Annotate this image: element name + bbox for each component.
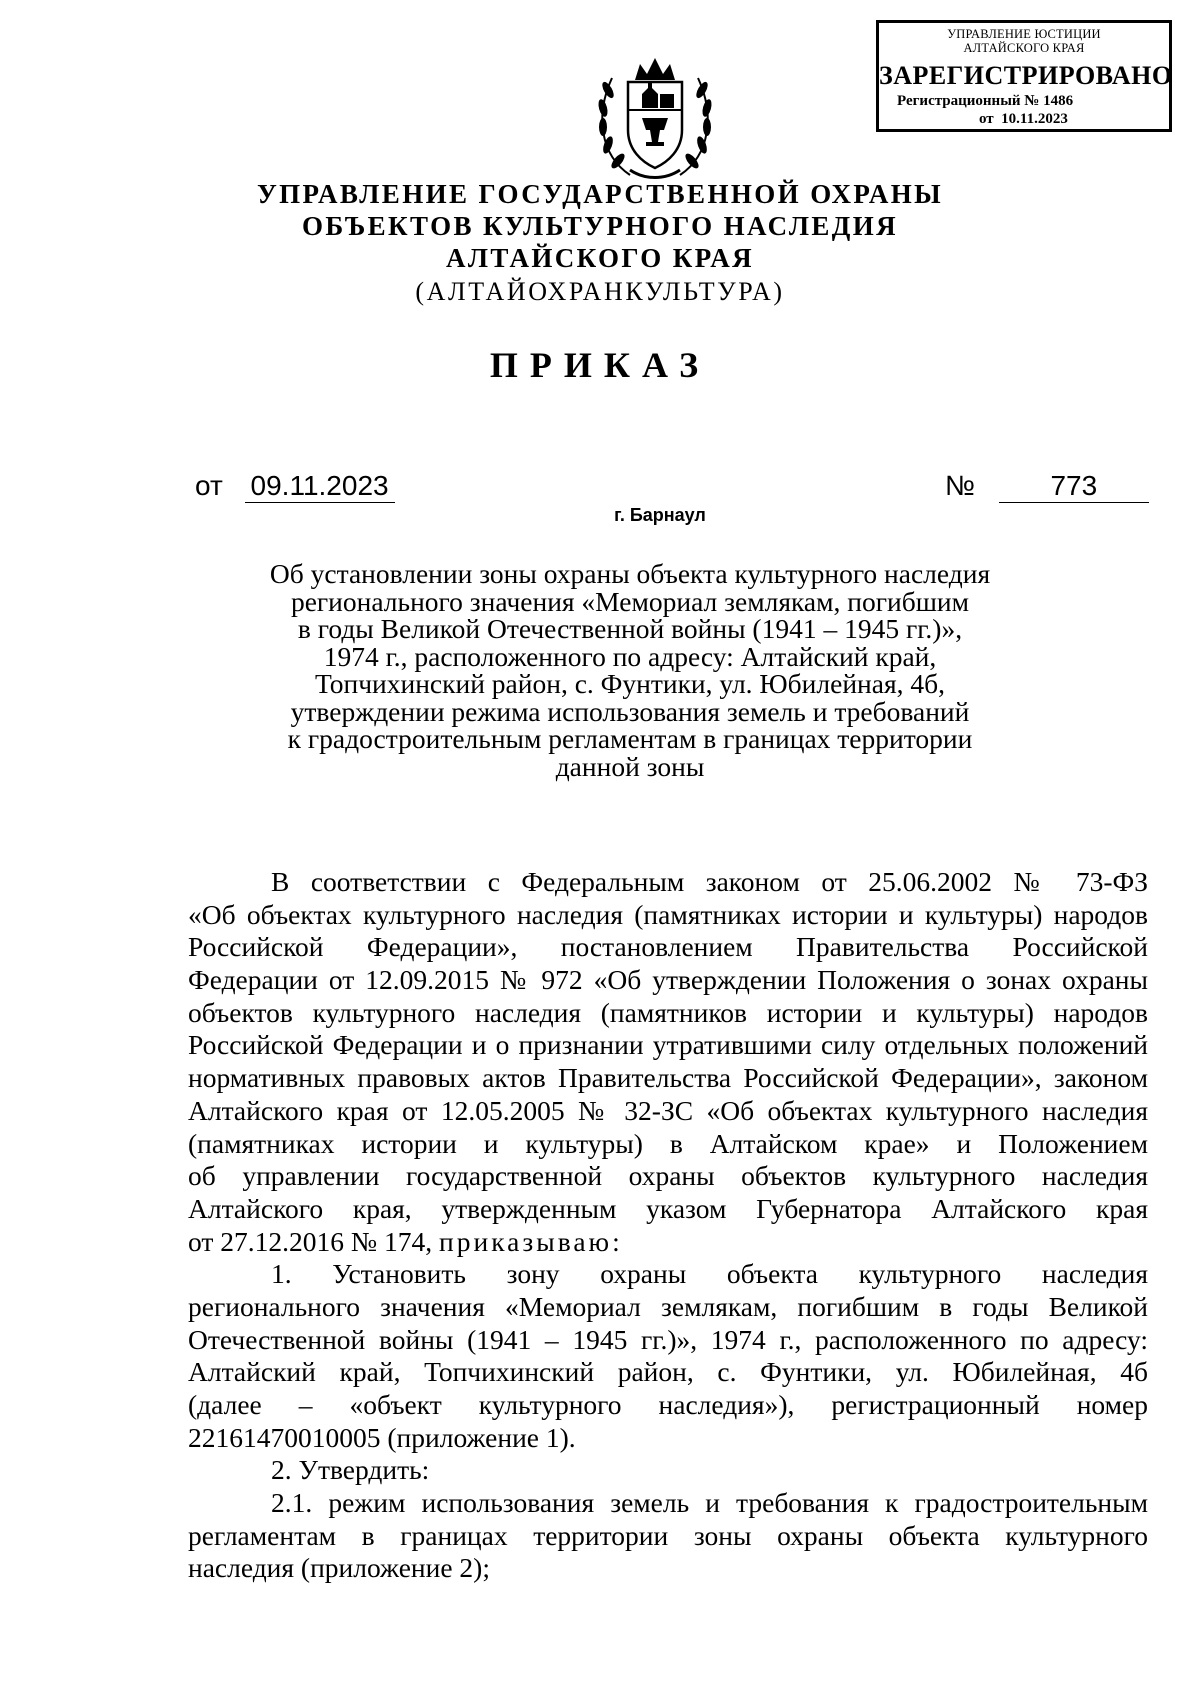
order-verb: приказываю: xyxy=(439,1225,623,1257)
body-line: Алтайского края от 12.05.2005 № 32-ЗС «Об объектах культурного наследия xyxy=(188,1094,1148,1126)
coat-of-arms-emblem xyxy=(590,50,720,185)
order-number: 773 xyxy=(999,470,1149,503)
body-line: нормативных правовых актов Правительства Российской Федерации», законом xyxy=(188,1062,1148,1094)
date-prefix: от xyxy=(195,470,223,501)
item-1-line: 1. Установить зону охраны объекта культурного наследия xyxy=(271,1258,1148,1290)
subject-line: Об установлении зоны охраны объекта культурного наследия xyxy=(269,558,991,589)
order-subject xyxy=(240,560,1020,780)
order-date-ref: от 27.12.2016 № 174, xyxy=(188,1225,440,1257)
subject-line: Топчихинский район, с. Фунтики, ул. Юбилейная, 4б, xyxy=(315,668,945,699)
body-line: «Об объектах культурного наследия (памятниках истории и культуры) народов xyxy=(188,898,1148,930)
item-2-1-line: наследия (приложение 2); xyxy=(188,1552,490,1584)
item-1-line: (далее – «объект культурного наследия»), регистрационный номер xyxy=(188,1389,1148,1420)
org-name-line3: АЛТАЙСКОГО КРАЯ xyxy=(445,243,755,273)
body-line: об управлении государственной охраны объектов культурного наследия xyxy=(188,1160,1148,1192)
preamble-paragraph xyxy=(188,866,1148,1585)
city-of-issue: г. Барнаул xyxy=(614,505,706,525)
body-line: Российской Федерации и о признании утратившими силу отдельных положений xyxy=(188,1029,1148,1061)
subject-line: в годы Великой Отечественной войны (1941 – 1945 гг.)», xyxy=(297,613,963,644)
item-1-line: Отечественной войны (1941 – 1945 гг.)», 1974 г., расположенного по адресу: xyxy=(188,1323,1148,1355)
document-type-title: ПРИКАЗ xyxy=(489,345,711,385)
stamp-authority-line1: УПРАВЛЕНИЕ ЮСТИЦИИ xyxy=(947,27,1101,41)
body-line: (памятниках истории и культуры) в Алтайском крае» и Положением xyxy=(188,1127,1148,1159)
body-line: Российской Федерации», постановлением Правительства Российской xyxy=(188,931,1148,963)
body-line: Алтайского края, утвержденным указом Губернатора Алтайского края xyxy=(188,1192,1148,1224)
org-abbreviation: (АЛТАЙОХРАНКУЛЬТУРА) xyxy=(415,277,785,306)
item-1-line: Алтайский край, Топчихинский район, с. Фунтики, ул. Юбилейная, 4б xyxy=(188,1356,1148,1388)
subject-line: данной зоны xyxy=(555,750,705,782)
item-2-heading: 2. Утвердить: xyxy=(271,1454,430,1486)
subject-line: утверждении режима использования земель и требований xyxy=(290,695,970,727)
org-name-line1: УПРАВЛЕНИЕ ГОСУДАРСТВЕННОЙ ОХРАНЫ xyxy=(256,179,944,209)
subject-line: регионального значения «Мемориал землякам, погибшим xyxy=(290,585,970,617)
body-line: объектов культурного наследия (памятников истории и культуры) народов xyxy=(188,996,1148,1028)
body-line-order xyxy=(188,1226,1148,1259)
item-1-line: 22161470010005 (приложение 1). xyxy=(188,1421,576,1453)
item-2-1-line: 2.1. режим использования земель и требования к градостроительным xyxy=(271,1487,1148,1519)
body-line: В соответствии с Федеральным законом от 25.06.2002 № 73-ФЗ xyxy=(271,866,1148,897)
body-line: Федерации от 12.09.2015 № 972 «Об утверждении Положения о зонах охраны xyxy=(188,964,1148,996)
order-date-block xyxy=(195,470,395,503)
order-date: 09.11.2023 xyxy=(245,470,395,503)
stamp-status: ЗАРЕГИСТРИРОВАНО xyxy=(879,61,1173,90)
item-1-line: регионального значения «Мемориал землякам, погибшим в годы Великой xyxy=(188,1290,1148,1322)
stamp-reg-number: Регистрационный № 1486 xyxy=(897,93,1074,109)
registration-stamp xyxy=(876,20,1172,132)
item-2-1-line: регламентам в границах территории зоны охраны объекта культурного xyxy=(188,1519,1148,1551)
order-number-block xyxy=(945,470,1149,503)
org-name-line2: ОБЪЕКТОВ КУЛЬТУРНОГО НАСЛЕДИЯ xyxy=(301,211,899,241)
stamp-authority-line2: АЛТАЙСКОГО КРАЯ xyxy=(963,41,1085,55)
number-prefix: № xyxy=(945,470,976,501)
stamp-reg-date: от 10.11.2023 xyxy=(979,111,1068,127)
subject-line: 1974 г., расположенного по адресу: Алтайский край, xyxy=(323,640,937,672)
subject-line: к градостроительным регламентам в границах территории xyxy=(287,723,973,754)
